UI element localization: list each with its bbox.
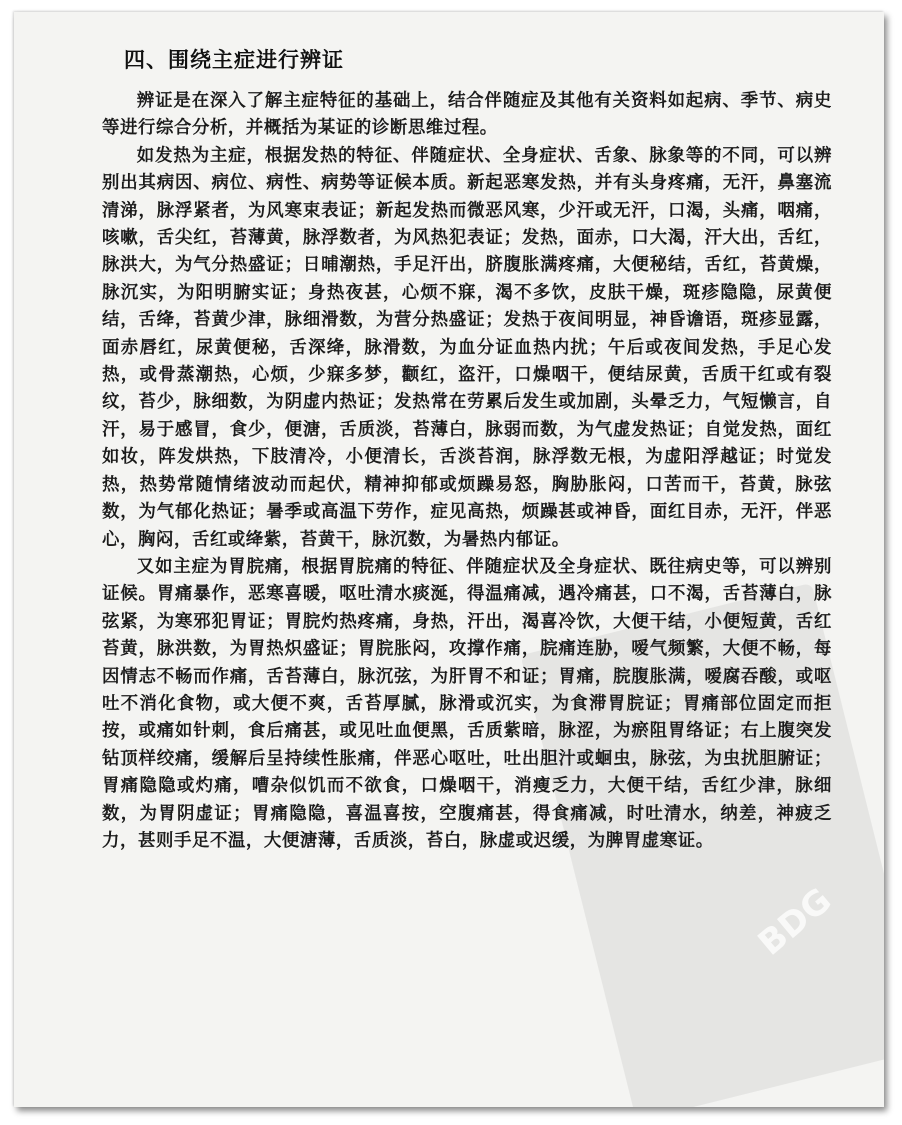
paragraph-definition: 辨证是在深入了解主症特征的基础上，结合伴随症及其他有关资料如起病、季节、病史等进行综合分析，并概括为某证的诊断思维过程。 bbox=[102, 91, 832, 139]
watermark-logo: BDG bbox=[750, 880, 840, 964]
section-title: 四、围绕主症进行辨证 bbox=[124, 48, 344, 72]
paragraph-fever-example: 如发热为主症，根据发热的特征、伴随症状、全身症状、舌象、脉象等的不同，可以辨别出其病因、病位、病性、病势等证候本质。新起恶寒发热，并有头身疼痛，无汗，鼻塞流清涕，脉浮紧者，为风寒束表证；新起发热而微恶风寒，少汗或无汗，口渴，头痛，咽痛，咳嗽，舌尖红，苔薄黄，脉浮数者，为风热犯表证；发热，面赤，口大渴，汗大出，舌红，脉洪大，为气分热盛证；日晡潮热，手足汗出，脐腹胀满疼痛，大便秘结，舌红，苔黄燥，脉沉实，为阳明腑实证；身热夜甚，心烦不寐，渴不多饮，皮肤干燥，斑疹隐隐，尿黄便结，舌绛，苔黄少津，脉细滑数，为营分热盛证；发热于夜间明显，神昏谵语，斑疹显露，面赤唇红，尿黄便秘，舌深绛，脉滑数，为血分证血热内扰；午后或夜间发热，手足心发热，或骨蒸潮热，心烦，少寐多梦，颧红，盗汗，口燥咽干，便结尿黄，舌质干红或有裂纹，苔少，脉细数，为阴虚内热证；发热常在劳累后发生或加剧，头晕乏力，气短懒言，自汗，易于感冒，食少，便溏，舌质淡，苔薄白，脉弱而数，为气虚发热证；自觉发热，面红如妆，阵发烘热，下肢清冷，小便清长，舌淡苔润，脉浮数无根，为虚阳浮越证；时觉发热，热势常随情绪波动而起伏，精神抑郁或烦躁易怒，胸胁胀闷，口苦而干，苔黄，脉弦数，为气郁化热证；暑季或高温下劳作，症见高热，烦躁甚或神昏，面红目赤，无汗，伴恶心，胸闷，舌红或绛紫，苔黄干，脉沉数，为暑热内郁证。 bbox=[102, 145, 832, 550]
document-page bbox=[14, 12, 884, 1107]
document-content bbox=[102, 44, 832, 855]
paragraph-stomach-pain-example: 又如主症为胃脘痛，根据胃脘痛的特征、伴随症状及全身症状、既往病史等，可以辨别证候。胃痛暴作，恶寒喜暖，呕吐清水痰涎，得温痛减，遇冷痛甚，口不渴，舌苔薄白，脉弦紧，为寒邪犯胃证；胃脘灼热疼痛，身热，汗出，渴喜冷饮，大便干结，小便短黄，舌红苔黄，脉洪数，为胃热炽盛证；胃脘胀闷，攻撑作痛，脘痛连胁，嗳气频繁，大便不畅，每因情志不畅而作痛，舌苔薄白，脉沉弦，为肝胃不和证；胃痛，脘腹胀满，嗳腐吞酸，或呕吐不消化食物，或大便不爽，舌苔厚腻，脉滑或沉实，为食滞胃脘证；胃痛部位固定而拒按，或痛如针刺，食后痛甚，或见吐血便黑，舌质紫暗，脉涩，为瘀阻胃络证；右上腹突发钻顶样绞痛，缓解后呈持续性胀痛，伴恶心呕吐，吐出胆汁或蛔虫，脉弦，为虫扰胆腑证；胃痛隐隐或灼痛，嘈杂似饥而不欲食，口燥咽干，消瘦乏力，大便干结，舌红少津，脉细数，为胃阴虚证；胃痛隐隐，喜温喜按，空腹痛甚，得食痛减，时吐清水，纳差，神疲乏力，甚则手足不温，大便溏薄，舌质淡，苔白，脉虚或迟缓，为脾胃虚寒证。 bbox=[102, 556, 832, 851]
